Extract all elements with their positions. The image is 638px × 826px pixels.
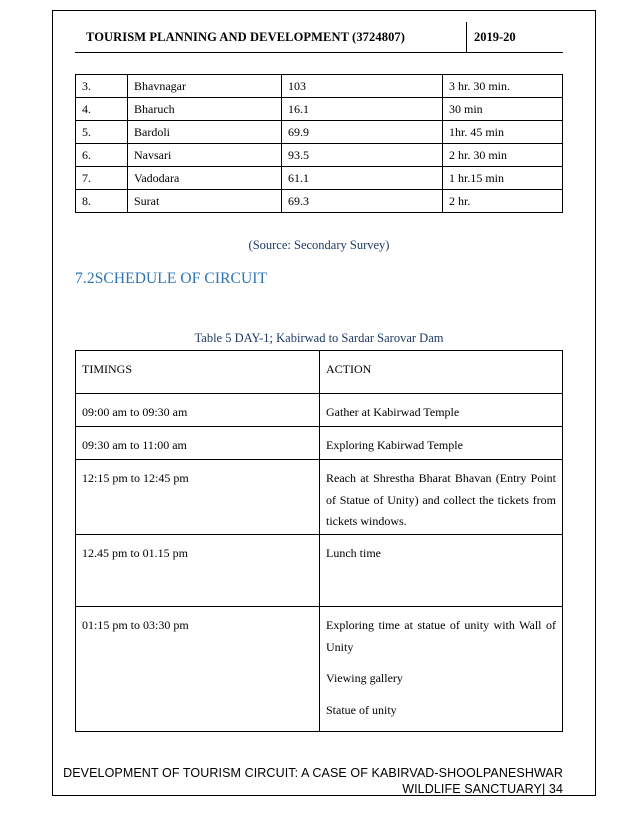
table-cell: 1hr. 45 min [443,121,563,144]
table-cell: 103 [282,75,443,98]
action-text: Lunch time [326,546,381,560]
action-cell [320,460,563,535]
timing-cell: 09:00 am to 09:30 am [76,394,320,427]
distance-table [75,74,563,213]
table-cell: 2 hr. 30 min [443,144,563,167]
table-cell: Surat [128,190,282,213]
table-cell: Vadodara [128,167,282,190]
section-number: 7.2 [75,270,95,287]
table-cell: 3. [76,75,128,98]
table-cell: 6. [76,144,128,167]
action-text: Gather at Kabirwad Temple [326,405,460,419]
source-note: (Source: Secondary Survey) [248,238,390,252]
timing-cell: 12:15 pm to 12:45 pm [76,460,320,535]
header-rule [75,52,563,53]
table-row [76,144,563,167]
action-text: Exploring time at statue of unity with Wall of Unity [326,618,556,654]
table-cell: 69.3 [282,190,443,213]
section-heading [75,270,267,288]
section-title: SCHEDULE OF CIRCUIT [94,270,268,287]
table-cell: 30 min [443,98,563,121]
action-text: Viewing gallery [326,671,403,685]
table-cell: 7. [76,167,128,190]
table-cell: Bharuch [128,98,282,121]
table-cell: 2 hr. [443,190,563,213]
table-cell: 61.1 [282,167,443,190]
timing-cell: 09:30 am to 11:00 am [76,427,320,460]
table-cell: Bardoli [128,121,282,144]
action-text: Reach at Shrestha Bharat Bhavan (Entry Point of Statue of Unity) and collect the tickets from tickets windows. [326,471,556,528]
table-cell: 1 hr.15 min [443,167,563,190]
action-cell [320,607,563,732]
table-cell: 3 hr. 30 min. [443,75,563,98]
table-cell: Bhavnagar [128,75,282,98]
timing-cell: 01:15 pm to 03:30 pm [76,607,320,732]
schedule-table [75,350,563,732]
table-row [76,394,563,427]
table-row [76,607,563,732]
table-row [76,535,563,607]
table-cell: 4. [76,98,128,121]
timing-cell: 12.45 pm to 01.15 pm [76,535,320,607]
table-header-row [76,351,563,394]
footer-title: DEVELOPMENT OF TOURISM CIRCUIT: A CASE OF KABIRVAD-SHOOLPANESHWAR [63,766,563,780]
column-header-action: ACTION [320,351,563,394]
header-title: TOURISM PLANNING AND DEVELOPMENT (3724807) [86,30,406,44]
table-cell: 69.9 [282,121,443,144]
action-cell [320,394,563,427]
table-row [76,460,563,535]
table-cell: 8. [76,190,128,213]
action-text: Exploring Kabirwad Temple [326,438,463,452]
header-year: 2019-20 [474,30,516,44]
table-cell: Navsari [128,144,282,167]
table-row [76,98,563,121]
table-row [76,427,563,460]
table-caption: Table 5 DAY-1; Kabirwad to Sardar Sarovar Dam [194,331,444,345]
action-text: Statue of unity [326,702,397,717]
table-cell: 5. [76,121,128,144]
action-cell [320,535,563,607]
table-row [76,167,563,190]
column-header-timings: TIMINGS [76,351,320,394]
table-row [76,75,563,98]
footer-page: WILDLIFE SANCTUARY| 34 [402,782,563,796]
table-cell: 16.1 [282,98,443,121]
table-row [76,190,563,213]
header-separator [466,22,467,52]
table-row [76,121,563,144]
action-cell [320,427,563,460]
table-cell: 93.5 [282,144,443,167]
